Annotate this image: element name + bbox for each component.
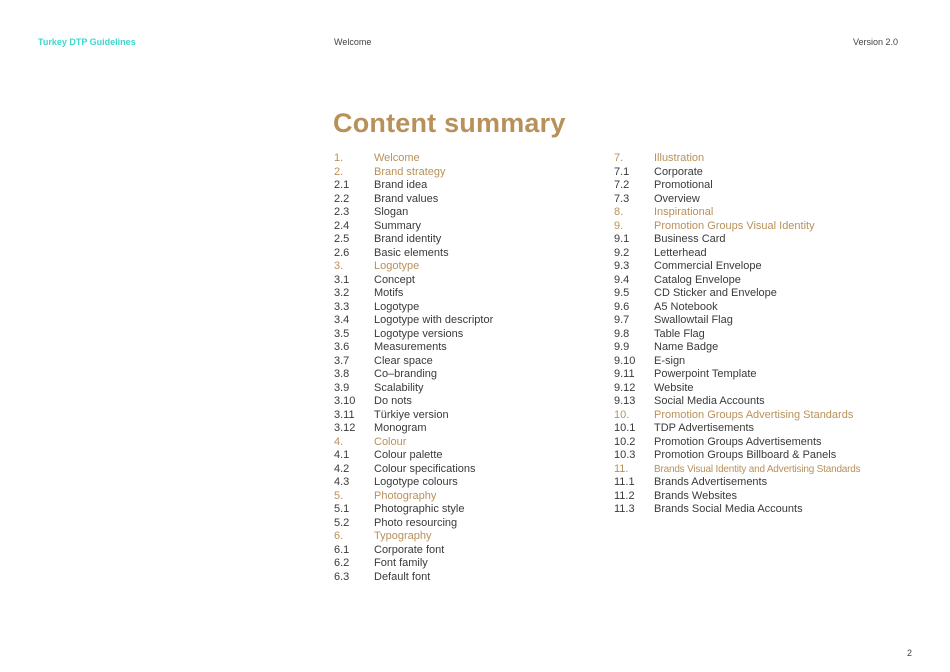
toc-entry	[334, 395, 604, 409]
toc-label: Brand values	[374, 192, 439, 205]
toc-number: 9.7	[614, 314, 630, 326]
toc-entry	[614, 233, 914, 247]
toc-entry	[614, 436, 914, 450]
toc-entry	[334, 382, 604, 396]
toc-label: Default font	[374, 570, 431, 583]
toc-entry	[334, 355, 604, 369]
toc-number: 11.1	[614, 476, 635, 488]
toc-label: Business Card	[654, 233, 726, 245]
toc-entry	[334, 476, 604, 490]
toc-entry	[614, 247, 914, 261]
toc-number: 9.8	[614, 327, 630, 340]
toc-number: 7.3	[614, 192, 630, 205]
toc-number: 2.	[334, 165, 344, 178]
toc-number: 3.6	[334, 341, 350, 353]
toc-column-left	[334, 152, 604, 584]
toc-number: 1.	[334, 152, 344, 164]
page-title: Content summary	[333, 108, 566, 138]
toc-number: 9.2	[614, 246, 630, 259]
toc-label: Catalog Envelope	[654, 273, 741, 286]
toc-label: Photography	[374, 489, 437, 502]
toc-entry	[334, 287, 604, 301]
toc-number: 4.2	[334, 462, 350, 475]
toc-label: Logotype	[374, 260, 420, 272]
toc-entry	[614, 341, 914, 355]
toc-section-heading	[614, 152, 914, 166]
toc-column-right	[614, 152, 914, 517]
toc-entry	[334, 328, 604, 342]
toc-label: Do nots	[374, 395, 412, 407]
toc-number: 11.2	[614, 489, 635, 502]
toc-number: 4.	[334, 435, 344, 448]
toc-label: Brands Advertisements	[654, 476, 768, 488]
toc-entry	[334, 301, 604, 315]
toc-label: Basic elements	[374, 246, 449, 259]
toc-label: Colour	[374, 435, 407, 448]
toc-entry	[614, 179, 914, 193]
toc-label: Social Media Accounts	[654, 395, 765, 407]
toc-entry	[334, 449, 604, 463]
toc-entry	[334, 233, 604, 247]
toc-entry	[334, 463, 604, 477]
toc-number: 3.3	[334, 300, 350, 313]
toc-number: 7.	[614, 152, 624, 164]
toc-entry	[614, 287, 914, 301]
toc-label: Colour specifications	[374, 462, 476, 475]
toc-entry	[334, 422, 604, 436]
toc-section-heading	[614, 463, 914, 477]
toc-number: 3.	[334, 260, 344, 272]
toc-label: Slogan	[374, 206, 409, 218]
toc-label: Logotype	[374, 300, 420, 313]
toc-label: Colour palette	[374, 449, 443, 461]
version-label: Version 2.0	[852, 37, 898, 47]
toc-entry	[334, 409, 604, 423]
toc-number: 8.	[614, 206, 624, 218]
toc-number: 3.4	[334, 314, 350, 326]
toc-label: Logotype colours	[374, 476, 458, 488]
toc-section-heading	[334, 166, 604, 180]
toc-label: Scalability	[374, 381, 424, 394]
toc-number: 2.1	[334, 179, 350, 191]
toc-section-heading	[334, 152, 604, 166]
toc-label: Brands Websites	[654, 489, 737, 502]
toc-label: Promotion Groups Advertising Standards	[654, 408, 854, 421]
toc-label: Logotype with descriptor	[374, 314, 494, 326]
toc-label: Clear space	[374, 354, 433, 367]
toc-number: 9.13	[614, 395, 636, 407]
toc-label: Motifs	[374, 287, 404, 299]
toc-number: 6.	[334, 530, 344, 542]
toc-label: Monogram	[374, 422, 427, 434]
toc-entry	[334, 247, 604, 261]
toc-number: 6.3	[334, 570, 350, 583]
toc-number: 4.1	[334, 449, 350, 461]
toc-label: Brands Social Media Accounts	[654, 503, 803, 515]
toc-entry	[614, 355, 914, 369]
toc-label: A5 Notebook	[654, 300, 718, 313]
toc-entry	[614, 260, 914, 274]
toc-entry	[334, 193, 604, 207]
toc-entry	[334, 274, 604, 288]
toc-label: Promotion Groups Visual Identity	[654, 219, 815, 232]
toc-entry	[614, 382, 914, 396]
toc-entry	[614, 328, 914, 342]
toc-label: Swallowtail Flag	[654, 314, 733, 326]
document-brand: Turkey DTP Guidelines	[38, 37, 136, 47]
toc-number: 9.1	[614, 233, 630, 245]
toc-number: 3.7	[334, 354, 350, 367]
toc-label: Brand identity	[374, 233, 442, 245]
toc-entry	[334, 314, 604, 328]
toc-number: 10.2	[614, 435, 636, 448]
toc-label: Brand idea	[374, 179, 428, 191]
toc-label: Illustration	[654, 152, 705, 164]
toc-number: 5.1	[334, 503, 350, 515]
toc-number: 11.3	[614, 503, 635, 515]
toc-number: 3.9	[334, 381, 350, 394]
toc-entry	[614, 368, 914, 382]
toc-entry	[614, 395, 914, 409]
toc-number: 9.11	[614, 368, 635, 380]
toc-number: 10.1	[614, 422, 636, 434]
toc-number: 3.2	[334, 287, 350, 299]
toc-number: 3.8	[334, 368, 350, 380]
toc-entry	[614, 166, 914, 180]
toc-entry	[334, 503, 604, 517]
toc-section-heading	[334, 530, 604, 544]
toc-label: TDP Advertisements	[654, 422, 755, 434]
toc-label: Name Badge	[654, 341, 719, 353]
toc-section-heading	[614, 220, 914, 234]
toc-label: Website	[654, 381, 694, 394]
toc-number: 3.11	[334, 408, 355, 421]
toc-label: Inspirational	[654, 206, 714, 218]
section-name: Welcome	[334, 37, 372, 47]
toc-number: 10.	[614, 408, 630, 421]
toc-number: 9.5	[614, 287, 630, 299]
toc-label: Welcome	[374, 152, 420, 164]
toc-section-heading	[334, 490, 604, 504]
toc-number: 9.10	[614, 354, 636, 367]
toc-number: 4.3	[334, 476, 350, 488]
toc-number: 9.4	[614, 273, 630, 286]
toc-entry	[334, 220, 604, 234]
toc-section-heading	[614, 206, 914, 220]
toc-label: Photo resourcing	[374, 516, 458, 529]
toc-section-heading	[614, 409, 914, 423]
toc-label: Corporate font	[374, 543, 445, 556]
toc-entry	[614, 422, 914, 436]
toc-section-heading	[334, 260, 604, 274]
toc-number: 2.4	[334, 219, 350, 232]
toc-number: 11.	[614, 462, 629, 475]
toc-label: Overview	[654, 192, 700, 205]
toc-label: Promotional	[654, 179, 713, 191]
toc-label: Co–branding	[374, 368, 437, 380]
toc-number: 3.10	[334, 395, 356, 407]
toc-entry	[334, 341, 604, 355]
toc-label: Measurements	[374, 341, 447, 353]
toc-entry	[614, 274, 914, 288]
toc-label: Font family	[374, 557, 428, 569]
toc-number: 2.3	[334, 206, 350, 218]
toc-number: 2.2	[334, 192, 350, 205]
toc-label: Powerpoint Template	[654, 368, 757, 380]
toc-number: 5.2	[334, 516, 350, 529]
toc-label: Commercial Envelope	[654, 260, 762, 272]
toc-entry	[614, 503, 914, 517]
toc-label: Promotion Groups Advertisements	[654, 435, 822, 448]
toc-section-heading	[334, 436, 604, 450]
toc-label: CD Sticker and Envelope	[654, 287, 777, 299]
toc-number: 7.1	[614, 165, 630, 178]
toc-entry	[334, 517, 604, 531]
toc-entry	[614, 490, 914, 504]
toc-label: Photographic style	[374, 503, 465, 515]
toc-number: 9.9	[614, 341, 630, 353]
toc-label: Brands Visual Identity and Advertising Standards	[654, 463, 861, 475]
toc-number: 3.1	[334, 273, 350, 286]
toc-entry	[334, 557, 604, 571]
toc-entry	[614, 301, 914, 315]
toc-entry	[614, 314, 914, 328]
toc-entry	[614, 193, 914, 207]
toc-label: Logotype versions	[374, 327, 464, 340]
toc-label: Table Flag	[654, 327, 705, 340]
toc-entry	[614, 476, 914, 490]
toc-number: 5.	[334, 489, 344, 502]
toc-number: 6.1	[334, 543, 350, 556]
toc-entry	[334, 571, 604, 585]
toc-number: 3.12	[334, 422, 356, 434]
toc-number: 9.3	[614, 260, 630, 272]
toc-label: Concept	[374, 273, 415, 286]
toc-entry	[334, 368, 604, 382]
toc-number: 9.12	[614, 381, 636, 394]
toc-entry	[334, 206, 604, 220]
toc-number: 6.2	[334, 557, 350, 569]
toc-number: 9.	[614, 219, 624, 232]
toc-label: E-sign	[654, 354, 686, 367]
toc-label: Corporate	[654, 165, 703, 178]
toc-label: Brand strategy	[374, 165, 446, 178]
toc-entry	[334, 179, 604, 193]
toc-number: 2.5	[334, 233, 350, 245]
toc-number: 2.6	[334, 246, 350, 259]
toc-label: Typography	[374, 530, 432, 542]
toc-label: Türkiye version	[374, 408, 449, 421]
toc-entry	[334, 544, 604, 558]
toc-number: 3.5	[334, 327, 350, 340]
page-number: 2	[906, 648, 912, 658]
toc-label: Letterhead	[654, 246, 707, 259]
toc-label: Promotion Groups Billboard & Panels	[654, 449, 837, 461]
toc-number: 7.2	[614, 179, 630, 191]
toc-entry	[614, 449, 914, 463]
toc-label: Summary	[374, 219, 422, 232]
toc-number: 10.3	[614, 449, 636, 461]
toc-number: 9.6	[614, 300, 630, 313]
